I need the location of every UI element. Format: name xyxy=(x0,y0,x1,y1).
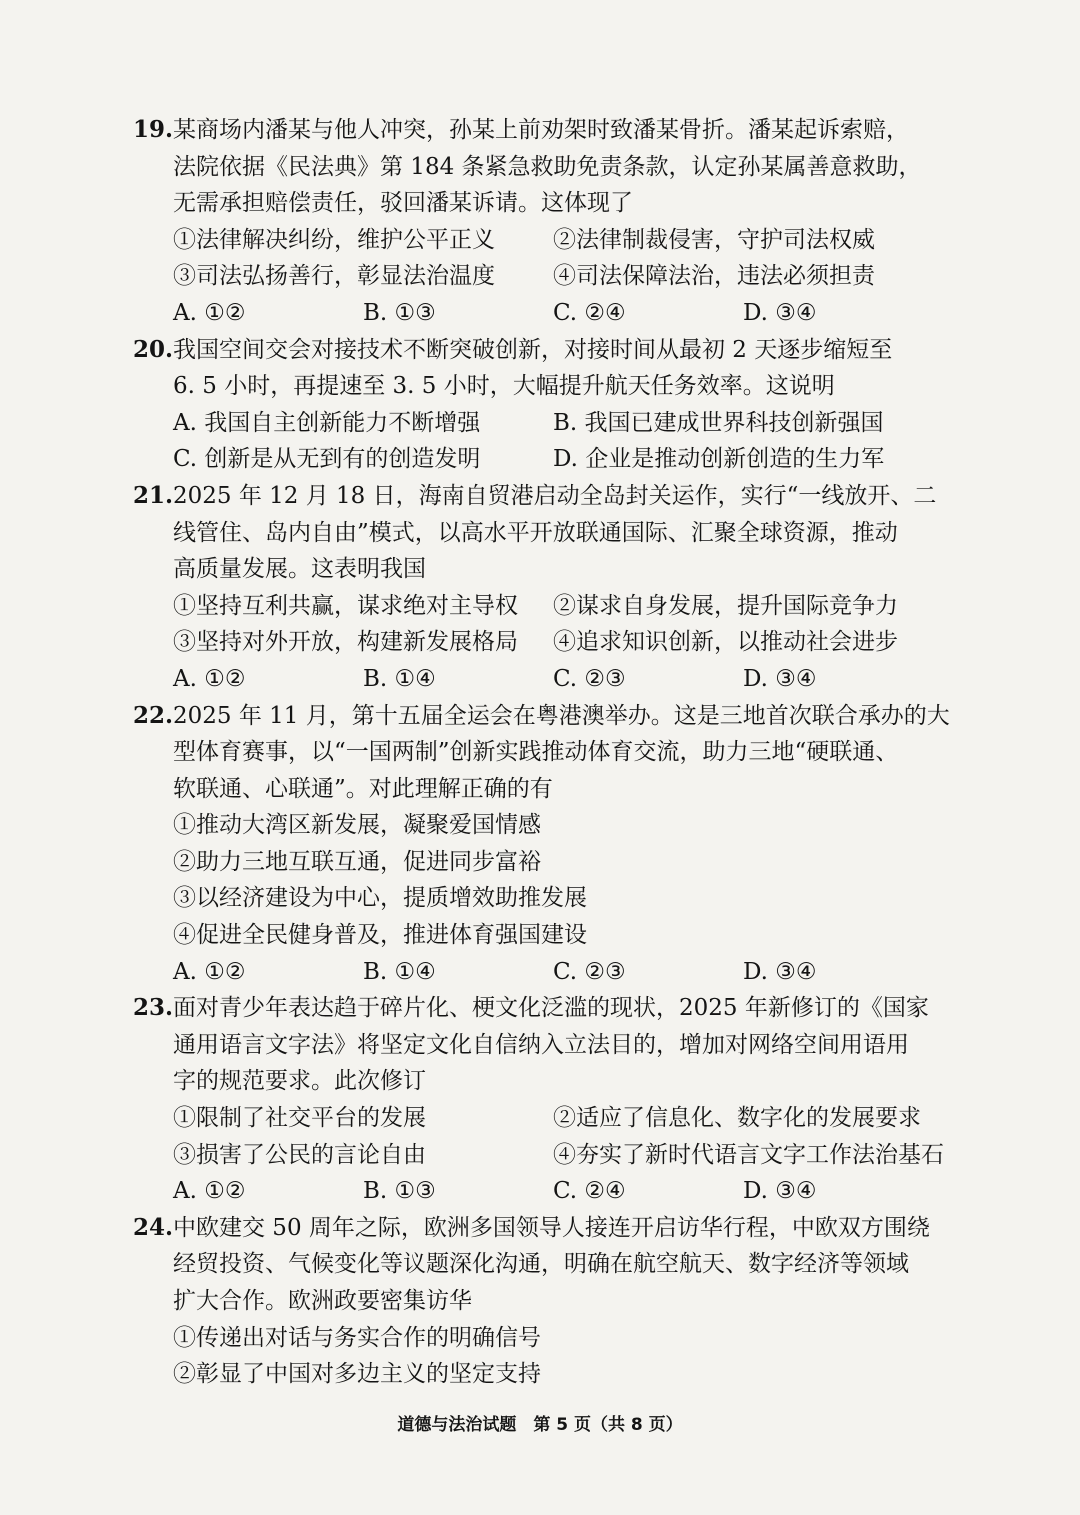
answer-choice-d: D. ③④ xyxy=(743,1178,817,1205)
answer-choice-b: B. ①④ xyxy=(363,665,436,692)
answer-choice-c: C. 创新是从无到有的创造发明 xyxy=(173,446,481,473)
answer-choice-a: A. ①② xyxy=(173,299,246,326)
question-stem: 通用语言文字法》将坚定文化自信纳入立法目的，增加对网络空间用语用 xyxy=(173,1031,909,1058)
question-number: 22. xyxy=(133,701,174,729)
question-stem: 软联通、心联通”。对此理解正确的有 xyxy=(173,775,553,802)
statement-item: ①限制了社交平台的发展 xyxy=(173,1105,426,1132)
statement-item: ①传递出对话与务实合作的明确信号 xyxy=(173,1324,541,1351)
statement-items xyxy=(133,1320,963,1393)
question-stem: 高质量发展。这表明我国 xyxy=(173,556,426,583)
statement-item: ②彰显了中国对多边主义的坚定支持 xyxy=(173,1361,541,1388)
question-list xyxy=(133,112,963,1393)
statement-item: ②适应了信息化、数字化的发展要求 xyxy=(553,1105,921,1132)
statement-item: ①推动大湾区新发展，凝聚爱国情感 xyxy=(173,812,541,839)
statement-item: ④司法保障法治，违法必须担责 xyxy=(553,263,875,290)
question-stem: 2025 年 12 月 18 日，海南自贸港启动全岛封关运作，实行“一线放开、二 xyxy=(173,482,937,509)
statement-items xyxy=(133,588,963,661)
statement-item: ③司法弘扬善行，彰显法治温度 xyxy=(173,263,495,290)
question-stem: 我国空间交会对接技术不断突破创新，对接时间从最初 2 天逐步缩短至 xyxy=(173,336,893,363)
page-footer: 道德与法治试题 第 5 页（共 8 页） xyxy=(397,1415,683,1435)
answer-choice-d: D. ③④ xyxy=(743,958,817,985)
statement-item: ②助力三地互联互通，促进同步富裕 xyxy=(173,848,541,875)
answer-choice-c: C. ②③ xyxy=(553,665,626,692)
answer-choices xyxy=(133,954,963,991)
statement-item: ③以经济建设为中心，提质增效助推发展 xyxy=(173,885,587,912)
question-stem: 面对青少年表达趋于碎片化、梗文化泛滥的现状，2025 年新修订的《国家 xyxy=(173,995,929,1022)
question-stem: 某商场内潘某与他人冲突，孙某上前劝架时致潘某骨折。潘某起诉索赔， xyxy=(173,117,909,143)
question-23 xyxy=(133,990,963,1210)
question-stem: 经贸投资、气候变化等议题深化沟通，明确在航空航天、数字经济等领域 xyxy=(173,1251,909,1278)
answer-choice-a: A. ①② xyxy=(173,1178,246,1205)
statement-item: ④促进全民健身普及，推进体育强国建设 xyxy=(173,922,587,949)
answer-choice-c: C. ②④ xyxy=(553,1178,626,1205)
answer-choice-c: C. ②③ xyxy=(553,958,626,985)
question-24 xyxy=(133,1210,963,1393)
answer-choice-b: B. ①③ xyxy=(363,1178,436,1205)
answer-choice-a: A. ①② xyxy=(173,665,246,692)
question-number: 20. xyxy=(133,335,174,363)
question-stem: 2025 年 11 月，第十五届全运会在粤港澳举办。这是三地首次联合承办的大 xyxy=(173,702,950,729)
question-stem: 字的规范要求。此次修订 xyxy=(173,1068,426,1095)
statement-item: ④夯实了新时代语言文字工作法治基石 xyxy=(553,1141,944,1168)
answer-choice-b: B. 我国已建成世界科技创新强国 xyxy=(553,409,884,436)
answer-choice-d: D. ③④ xyxy=(743,299,817,326)
question-number: 23. xyxy=(133,994,174,1022)
question-stem: 无需承担赔偿责任，驳回潘某诉请。这体现了 xyxy=(173,190,633,217)
answer-choice-b: B. ①③ xyxy=(363,299,436,326)
answer-choices xyxy=(133,1173,963,1210)
statement-item: ④追求知识创新，以推动社会进步 xyxy=(553,629,898,656)
question-stem: 6. 5 小时，再提速至 3. 5 小时，大幅提升航天任务效率。这说明 xyxy=(173,373,835,400)
answer-choice-d: D. ③④ xyxy=(743,665,817,692)
statement-item: ②法律制裁侵害，守护司法权威 xyxy=(553,226,875,253)
statement-item: ③损害了公民的言论自由 xyxy=(173,1141,426,1168)
statement-items xyxy=(133,807,963,953)
answer-choice-c: C. ②④ xyxy=(553,299,626,326)
question-stem: 型体育赛事，以“一国两制”创新实践推动体育交流，助力三地“硬联通、 xyxy=(173,739,899,766)
statement-items xyxy=(133,222,963,295)
question-number: 19. xyxy=(133,116,174,143)
question-stem: 法院依据《民法典》第 184 条紧急救助免责条款，认定孙某属善意救助， xyxy=(173,153,922,180)
question-number: 24. xyxy=(133,1213,174,1241)
question-21 xyxy=(133,478,963,698)
question-20 xyxy=(133,332,963,478)
question-number: 21. xyxy=(133,481,174,509)
statement-item: ②谋求自身发展，提升国际竞争力 xyxy=(553,592,898,619)
statement-item: ①法律解决纠纷，维护公平正义 xyxy=(173,226,495,253)
question-stem: 线管住、岛内自由”模式，以高水平开放联通国际、汇聚全球资源，推动 xyxy=(173,519,898,546)
answer-choices xyxy=(133,661,963,698)
answer-choice-d: D. 企业是推动创新创造的生力军 xyxy=(553,446,885,473)
question-stem: 中欧建交 50 周年之际，欧洲多国领导人接连开启访华行程，中欧双方围绕 xyxy=(173,1214,930,1241)
question-19 xyxy=(133,112,963,332)
statement-items xyxy=(133,1100,963,1173)
question-22 xyxy=(133,698,963,991)
answer-choice-a: A. ①② xyxy=(173,958,246,985)
statement-item: ①坚持互利共赢，谋求绝对主导权 xyxy=(173,592,518,619)
answer-choice-a: A. 我国自主创新能力不断增强 xyxy=(173,409,481,436)
answer-choices xyxy=(133,295,963,332)
answer-choice-b: B. ①④ xyxy=(363,958,436,985)
question-stem: 扩大合作。欧洲政要密集访华 xyxy=(173,1288,472,1314)
statement-item: ③坚持对外开放，构建新发展格局 xyxy=(173,629,518,656)
answer-choices xyxy=(133,405,963,478)
